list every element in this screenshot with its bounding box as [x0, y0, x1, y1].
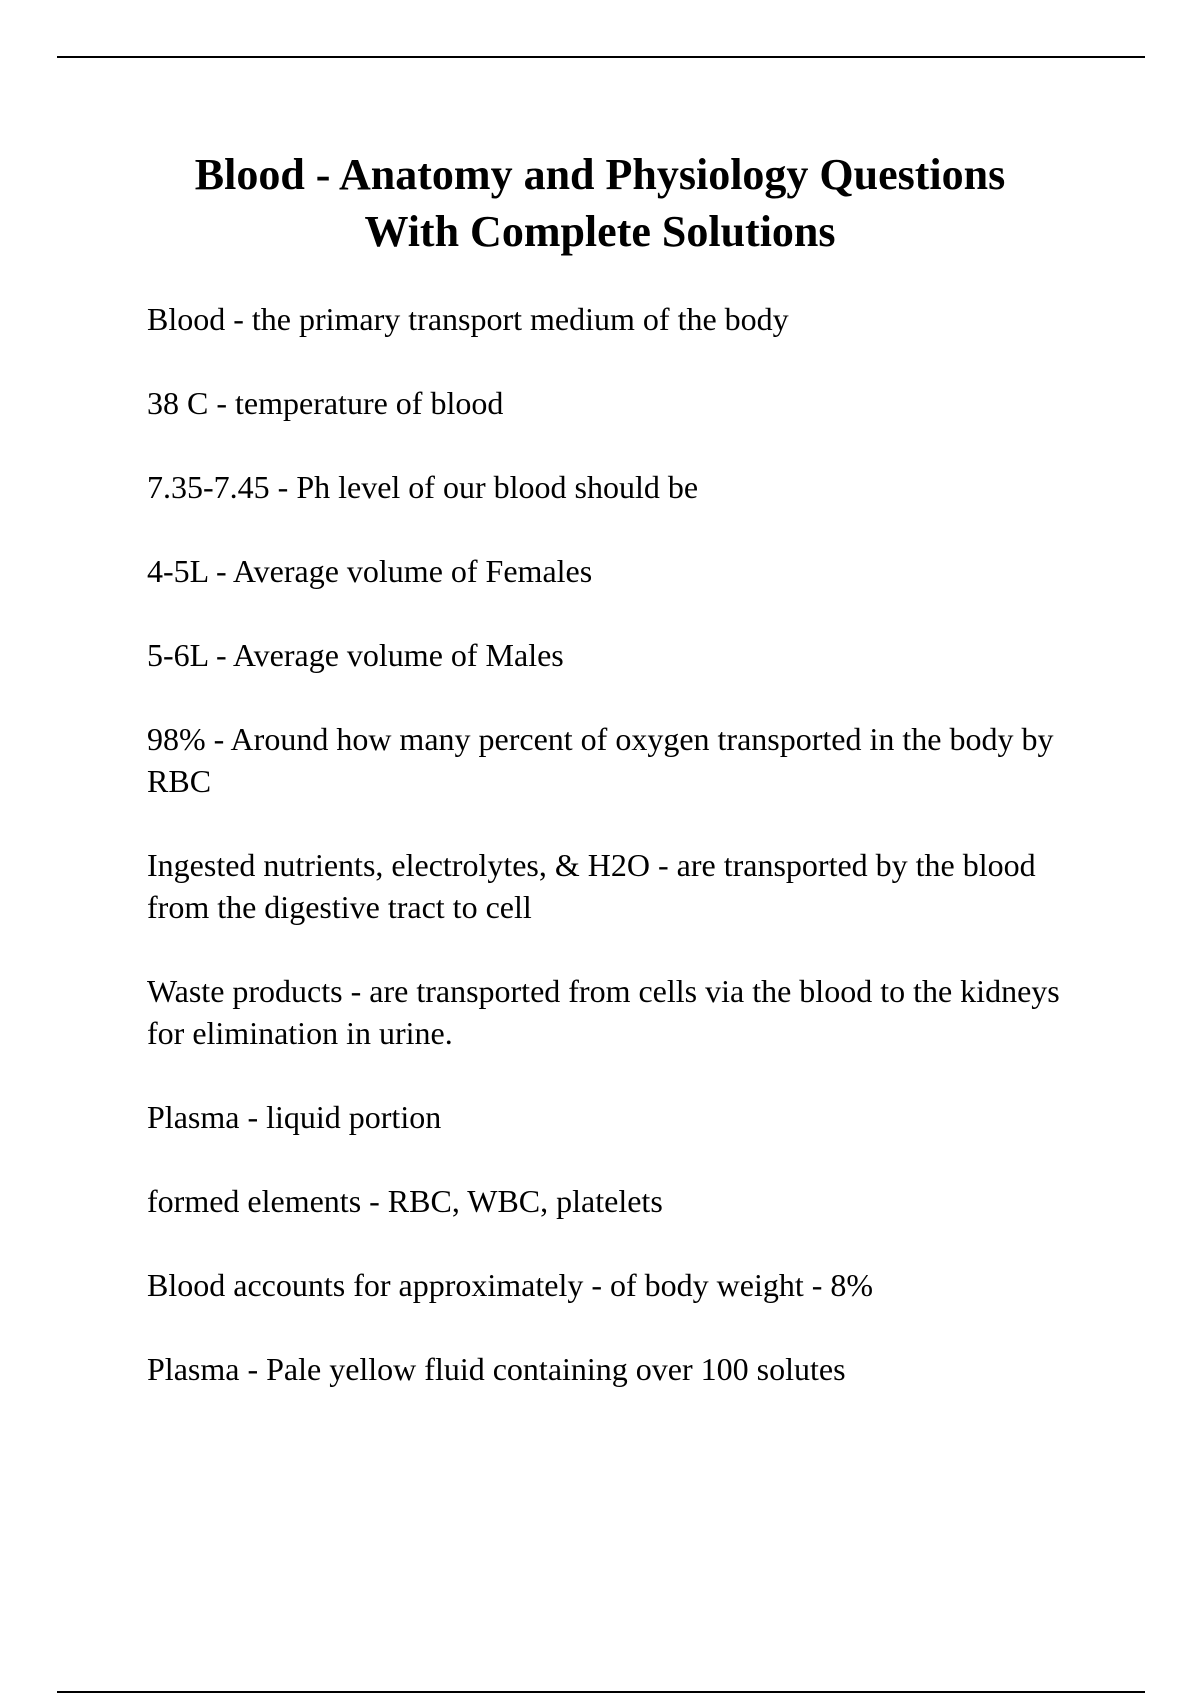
qa-item: Ingested nutrients, electrolytes, & H2O - are transported by the blood from the digestive tract to cell	[147, 847, 1036, 925]
qa-item: 5-6L - Average volume of Males	[147, 637, 564, 673]
bottom-divider	[57, 1691, 1145, 1693]
qa-item: 38 C - temperature of blood	[147, 385, 504, 421]
qa-item: Plasma - Pale yellow fluid containing over 100 solutes	[147, 1351, 846, 1387]
title-line-1: Blood - Anatomy and Physiology Questions	[194, 150, 1006, 199]
qa-item: formed elements - RBC, WBC, platelets	[147, 1183, 663, 1219]
page-title	[100, 146, 1100, 260]
qa-list	[147, 298, 1077, 1432]
qa-item: Blood - the primary transport medium of the body	[147, 301, 789, 337]
title-line-2: With Complete Solutions	[364, 207, 836, 256]
qa-item: Blood accounts for approximately - of body weight - 8%	[147, 1267, 874, 1303]
qa-item: 98% - Around how many percent of oxygen transported in the body by RBC	[147, 721, 1054, 799]
top-divider	[57, 56, 1145, 58]
qa-item: Waste products - are transported from cells via the blood to the kidneys for elimination in urine.	[147, 973, 1060, 1051]
qa-item: 7.35-7.45 - Ph level of our blood should be	[147, 469, 699, 505]
qa-item: 4-5L - Average volume of Females	[147, 553, 593, 589]
qa-item: Plasma - liquid portion	[147, 1099, 442, 1135]
